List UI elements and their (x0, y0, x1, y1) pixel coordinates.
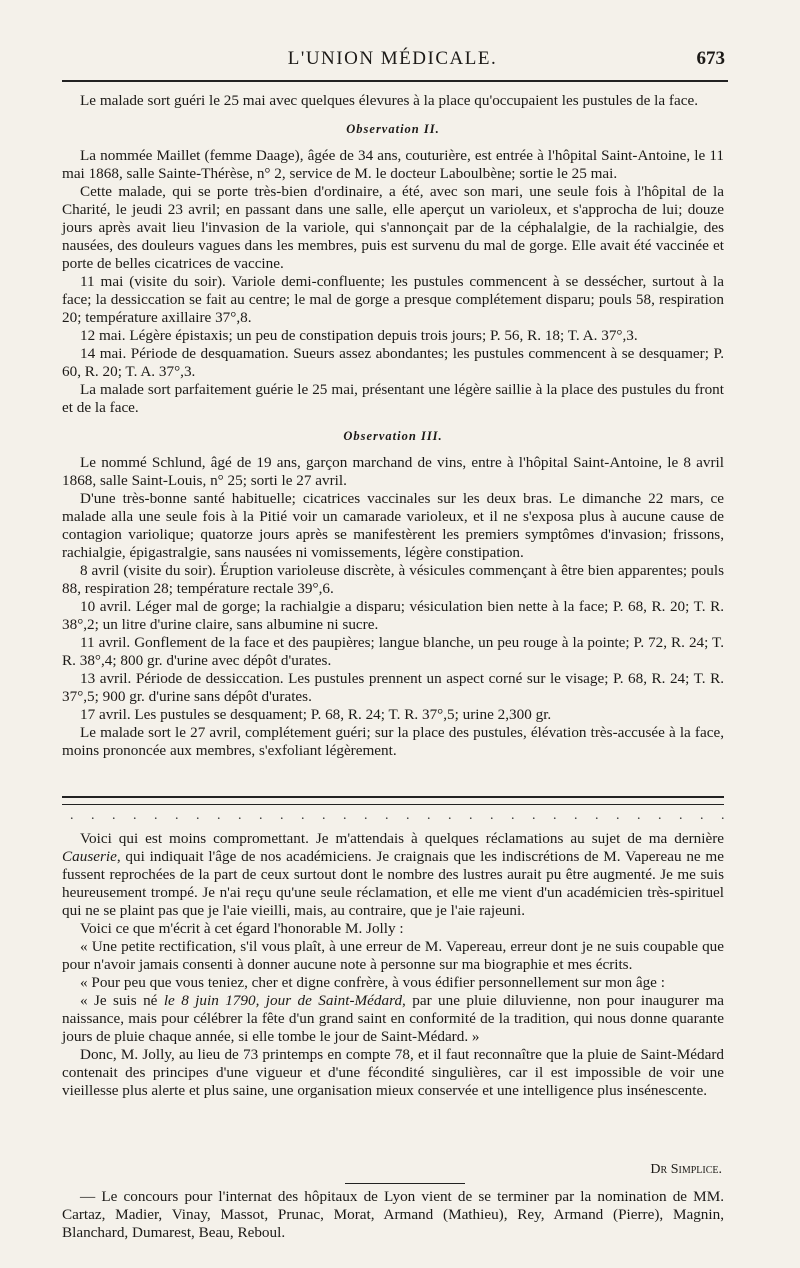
causerie-letter-paragraph: « Une petite rectification, s'il vous plaît, à une erreur de M. Vapereau, erreur dont je ne suis coupable que pour n'avoir jamais consenti à donner aucune note à personne sur ma biographie et mes écrits. (62, 938, 724, 973)
observation-1-conclusion: Le malade sort guéri le 25 mai avec quelques élevures à la place qu'occupaient les pustules de la face. (80, 92, 698, 109)
observation-2-paragraph: La nommée Maillet (femme Daage), âgée de 34 ans, couturière, est entrée à l'hôpital Saint-Antoine, le 11 mai 1868, salle Sainte-Thérèse, n° 2, service de M. le docteur Laboulbène; sortie le 25 mai. (62, 147, 724, 182)
observations-column (62, 92, 724, 760)
observation-2-paragraph: 14 mai. Période de desquamation. Sueurs assez abondantes; les pustules commencent à se desquamer; P. 60, R. 20; T. A. 37°,3. (62, 345, 724, 380)
observation-3-paragraph: 11 avril. Gonflement de la face et des paupières; langue blanche, un peu rouge à la pointe; P. 72, R. 24; T. R. 38°,4; 800 gr. d'urine avec dépôt d'urates. (62, 634, 724, 669)
observation-3-paragraph: 8 avril (visite du soir). Éruption varioleuse discrète, à vésicules commençant à être bien apparentes; pouls 88, respiration 28; température rectale 39°,6. (62, 562, 724, 597)
running-title: L'UNION MÉDICALE. (287, 48, 498, 69)
observation-3-title: Observation III. (343, 429, 443, 443)
author-signature: Dr Simplice. (650, 1162, 722, 1177)
header-rule (62, 80, 728, 82)
observation-3-paragraph: 10 avril. Léger mal de gorge; la rachialgie a disparu; vésiculation bien nette à la face; P. 68, R. 20; T. R. 38°,2; un litre d'urine claire, sans albumine ni sucre. (62, 598, 724, 633)
observation-3-paragraph: D'une très-bonne santé habituelle; cicatrices vaccinales sur les deux bras. Le dimanche 22 mars, ce malade alla une seule fois à la Pitié voir un camarade varioleux, et il ne s'exposa plus à aucune cause de contagion variolique; quatorze jours après se manifestèrent les premiers symptômes d'invasion; frissons, rachialgie, épigastralgie, sans nausées ni vomissements, légère constipation. (62, 490, 724, 561)
causerie-paragraph: Donc, M. Jolly, au lieu de 73 printemps en compte 78, et il faut reconnaître que la pluie de Saint-Médard contenait des principes d'une vigueur et d'une fécondité singulières, car il est impossible de voir une vieillesse plus alerte et plus saine, une organisation mieux conservée et une intelligence plus insénescente. (62, 1046, 724, 1099)
lyon-internat-notice: — Le concours pour l'internat des hôpitaux de Lyon vient de se terminer par la nomination de MM. Cartaz, Madier, Vinay, Massot, Prunac, Morat, Armand (Mathieu), Rey, Armand (Pierre), Magnin, Blanchard, Dumarest, Beau, Reboul. (62, 1188, 724, 1241)
causerie-text: Voici qui est moins compromettant. Je m'attendais à quelques réclamations au sujet de ma dernière (80, 830, 724, 847)
observation-2-title: Observation II. (346, 122, 440, 136)
causerie-text: , par une pluie diluvienne, non pour inaugurer ma naissance, mais pour célébrer la fête d'un grand saint en conformité de la tradition, qui nous donne quarante jours de pluie chaque année, si elle tombe le jour de Saint-Médard. » (62, 992, 725, 1045)
observation-2-paragraph: Cette malade, qui se porte très-bien d'ordinaire, a été, avec son mari, une seule fois à l'hôpital de la Charité, le jeudi 23 avril; en passant dans une salle, elle aperçut un varioleux, et s'approcha de lui; douze jours après avait lieu l'invasion de la variole, qui s'annonçait par de la céphalalgie, de la rachialgie, des nausées, des douleurs vagues dans les membres, puis est survenu du mal de gorge. Elle avait été vaccinée et porte de belles cicatrices de vaccine. (62, 183, 724, 272)
observation-3-paragraph: 13 avril. Période de dessiccation. Les pustules prennent un aspect corné sur le visage; P. 68, R. 24; T. R. 37°,5; 900 gr. d'urine sans dépôt d'urates. (62, 670, 724, 705)
causerie-letter-paragraph (62, 992, 724, 1046)
observation-3-paragraph: Le malade sort le 27 avril, complétement guéri; sur la place des pustules, élévation très-accusée à la face, moins prononcée aux membres, s'exfoliant légèrement. (62, 724, 724, 759)
causerie-italic-text: le 8 juin 1790, jour de Saint-Médard (163, 992, 403, 1009)
causerie-letter-paragraph: « Pour peu que vous teniez, cher et digne confrère, à vous édifier personnellement sur mon âge : (80, 974, 665, 991)
observation-3-paragraph: Le nommé Schlund, âgé de 19 ans, garçon marchand de vins, entre à l'hôpital Saint-Antoine, le 8 avril 1868, salle Saint-Louis, n° 25; sorti le 27 avril. (62, 454, 724, 489)
observation-2-paragraph: 11 mai (visite du soir). Variole demi-confluente; les pustules commencent à se dessécher, surtout à la face; la dessiccation se fait au centre; le mal de gorge a presque complétement disparu; pouls 58, respiration 20; température axillaire 37°,8. (62, 273, 724, 326)
observation-2-paragraph: La malade sort parfaitement guérie le 25 mai, présentant une légère saillie à la place des pustules du front et de la face. (62, 381, 724, 416)
running-header (60, 48, 725, 78)
causerie-column (62, 830, 724, 1100)
news-column (62, 1188, 724, 1242)
causerie-text: « Je suis né (80, 992, 164, 1009)
feuilleton-separator-rule (62, 796, 724, 805)
causerie-paragraph (62, 830, 724, 920)
causerie-text: , qui indiquait l'âge de nos académiciens. Je craignais que les indiscrétions de M. Vapereau ne me fussent reprochées de la part de ceux surtout dont le nombre des lustres aurait pu être augmenté. Je me suis heureusement trompé. Je n'ai reçu qu'une seule réclamation, et elle me vient d'un académicien très-spirituel qui ne se plaint pas que je l'aie vieilli, mais, au contraire, que je l'aie rajeuni. (62, 848, 724, 919)
observation-2-paragraph: 12 mai. Légère épistaxis; un peu de constipation depuis trois jours; P. 56, R. 18; T. A. 37°,3. (80, 327, 638, 344)
ellipsis-separator: . . . . . . . . . . . . . . . . . . . . . . . . . . . . . . . . (70, 808, 732, 823)
causerie-italic-text: Causerie (62, 848, 117, 865)
causerie-paragraph: Voici ce que m'écrit à cet égard l'honorable M. Jolly : (80, 920, 404, 937)
observation-3-paragraph: 17 avril. Les pustules se desquament; P. 68, R. 24; T. R. 37°,5; urine 2,300 gr. (80, 706, 552, 723)
signature-rule (345, 1183, 465, 1184)
page-number: 673 (696, 48, 725, 69)
